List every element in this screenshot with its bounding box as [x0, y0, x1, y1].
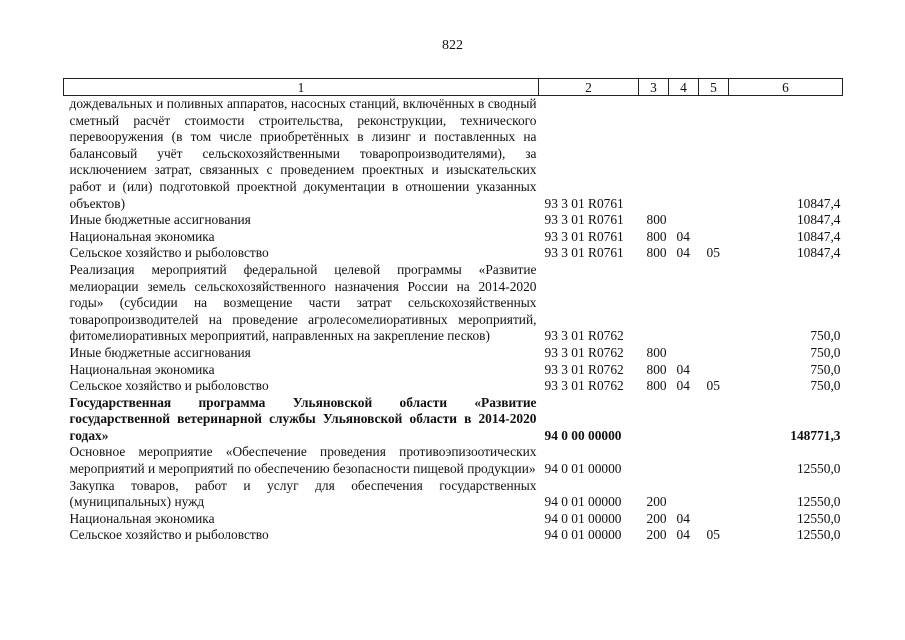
row-section: 04: [676, 378, 690, 394]
row-code: 93 3 01 R0761: [544, 245, 624, 261]
row-amount: 750,0: [810, 344, 841, 360]
row-expense-type: 200: [646, 494, 667, 510]
table-row: [64, 96, 843, 213]
table-header: [64, 79, 843, 96]
row-amount: 750,0: [810, 361, 841, 377]
row-subsection: [699, 395, 729, 445]
row-name: Национальная экономика: [69, 228, 215, 244]
row-code: 93 3 01 R0762: [544, 344, 624, 360]
row-amount: 10847,4: [796, 195, 841, 211]
row-code: 94 0 01 00000: [544, 461, 622, 477]
row-amount: 12550,0: [796, 494, 841, 510]
row-subsection: [699, 444, 729, 477]
row-name: Сельское хозяйство и рыболовство: [69, 527, 269, 543]
row-section: [669, 345, 699, 362]
row-code: 93 3 01 R0761: [544, 195, 624, 211]
row-subsection: [699, 262, 729, 345]
row-expense-type: [639, 262, 669, 345]
page-number: 822: [442, 38, 463, 53]
row-code: 93 3 01 R0762: [544, 361, 624, 377]
row-code: 93 3 01 R0761: [544, 212, 624, 228]
table-row: [64, 262, 843, 345]
row-section: 04: [676, 510, 690, 526]
row-section: 04: [676, 228, 690, 244]
row-name: Иные бюджетные ассигнования: [69, 212, 251, 228]
header-col-3: 3: [639, 79, 669, 96]
row-expense-type: 800: [646, 212, 667, 228]
table-row: [64, 362, 843, 379]
row-section: [669, 478, 699, 511]
table-row: [64, 511, 843, 528]
table-row: [64, 345, 843, 362]
header-row: [64, 79, 843, 96]
row-name: Национальная экономика: [69, 510, 215, 526]
row-name: Основное мероприятие «Обеспечение проведения противоэпизоотических мероприятий и мероприятий по обеспечению безопасности пищевой продукции»: [69, 444, 537, 477]
row-section: [669, 212, 699, 229]
row-name: Иные бюджетные ассигнования: [69, 344, 251, 360]
row-amount: 10847,4: [796, 212, 841, 228]
row-amount: 12550,0: [796, 527, 841, 543]
row-code: 93 3 01 R0762: [544, 378, 624, 394]
row-section: [669, 444, 699, 477]
row-subsection: [699, 345, 729, 362]
row-name: Реализация мероприятий федеральной целевой программы «Развитие мелиорации земель сельскохозяйственного назначения России на 2014-2020 годы» (субсидии на возмещение части затрат сельскохозяйственных товаропроизводителей на проведение агролесомелиоративных мероприятий, фитомелиоративных мероприятий, направленных на закрепление песков): [69, 261, 537, 344]
header-col-1: 1: [64, 79, 539, 96]
header-col-6: 6: [729, 79, 843, 96]
table-row: [64, 478, 843, 511]
row-subsection: [699, 229, 729, 246]
row-code: 94 0 01 00000: [544, 510, 622, 526]
row-amount: 148771,3: [790, 427, 841, 443]
row-expense-type: [639, 444, 669, 477]
row-code: 93 3 01 R0761: [544, 228, 624, 244]
row-expense-type: 800: [646, 344, 667, 360]
row-subsection: 05: [706, 245, 720, 261]
row-name: Закупка товаров, работ и услуг для обеспечения государственных (муниципальных) нужд: [69, 477, 537, 510]
row-section: [669, 395, 699, 445]
row-subsection: 05: [706, 378, 720, 394]
row-code: 94 0 00 00000: [544, 427, 622, 443]
row-subsection: 05: [706, 527, 720, 543]
row-amount: 12550,0: [796, 510, 841, 526]
row-expense-type: 800: [646, 228, 667, 244]
row-expense-type: 800: [646, 378, 667, 394]
table-row: [64, 378, 843, 395]
row-expense-type: 200: [646, 510, 667, 526]
row-subsection: [699, 362, 729, 379]
header-col-2: 2: [539, 79, 639, 96]
row-code: 93 3 01 R0762: [544, 328, 624, 344]
row-expense-type: [639, 96, 669, 213]
row-name: Сельское хозяйство и рыболовство: [69, 245, 269, 261]
row-section: [669, 96, 699, 213]
header-col-4: 4: [669, 79, 699, 96]
row-amount: 12550,0: [796, 461, 841, 477]
row-subsection: [699, 96, 729, 213]
table-row: [64, 444, 843, 477]
table-row: [64, 212, 843, 229]
table-row: [64, 527, 843, 544]
row-section: 04: [676, 245, 690, 261]
table-body: [64, 96, 843, 545]
row-expense-type: 800: [646, 245, 667, 261]
row-name: Государственная программа Ульяновской области «Развитие государственной ветеринарной службы Ульяновской области в 2014-2020 годах»: [69, 394, 537, 443]
row-subsection: [699, 478, 729, 511]
row-name: дождевальных и поливных аппаратов, насосных станций, включённых в сводный сметный расчёт стоимости строительства, реконструкции, технического перевооружения (в том числе приобретённых в лизинг и поставленных на балансовый учёт сельскохозяйственными товаропроизводителями), за исключением затрат, связанных с проведением проектных и изыскательских работ и (или) подготовкой проектной документации в отношении указанных объектов): [69, 96, 537, 211]
row-name: Сельское хозяйство и рыболовство: [69, 378, 269, 394]
row-subsection: [699, 212, 729, 229]
budget-table: [63, 78, 843, 544]
row-code: 94 0 01 00000: [544, 494, 622, 510]
row-amount: 750,0: [810, 378, 841, 394]
row-code: 94 0 01 00000: [544, 527, 622, 543]
row-expense-type: 800: [646, 361, 667, 377]
row-amount: 10847,4: [796, 245, 841, 261]
row-subsection: [699, 511, 729, 528]
row-name: Национальная экономика: [69, 361, 215, 377]
header-col-5: 5: [699, 79, 729, 96]
row-expense-type: [639, 395, 669, 445]
row-amount: 10847,4: [796, 228, 841, 244]
table-row: [64, 245, 843, 262]
row-section: 04: [676, 527, 690, 543]
row-amount: 750,0: [810, 328, 841, 344]
table-row: [64, 229, 843, 246]
row-section: 04: [676, 361, 690, 377]
table-row: [64, 395, 843, 445]
row-section: [669, 262, 699, 345]
row-expense-type: 200: [646, 527, 667, 543]
